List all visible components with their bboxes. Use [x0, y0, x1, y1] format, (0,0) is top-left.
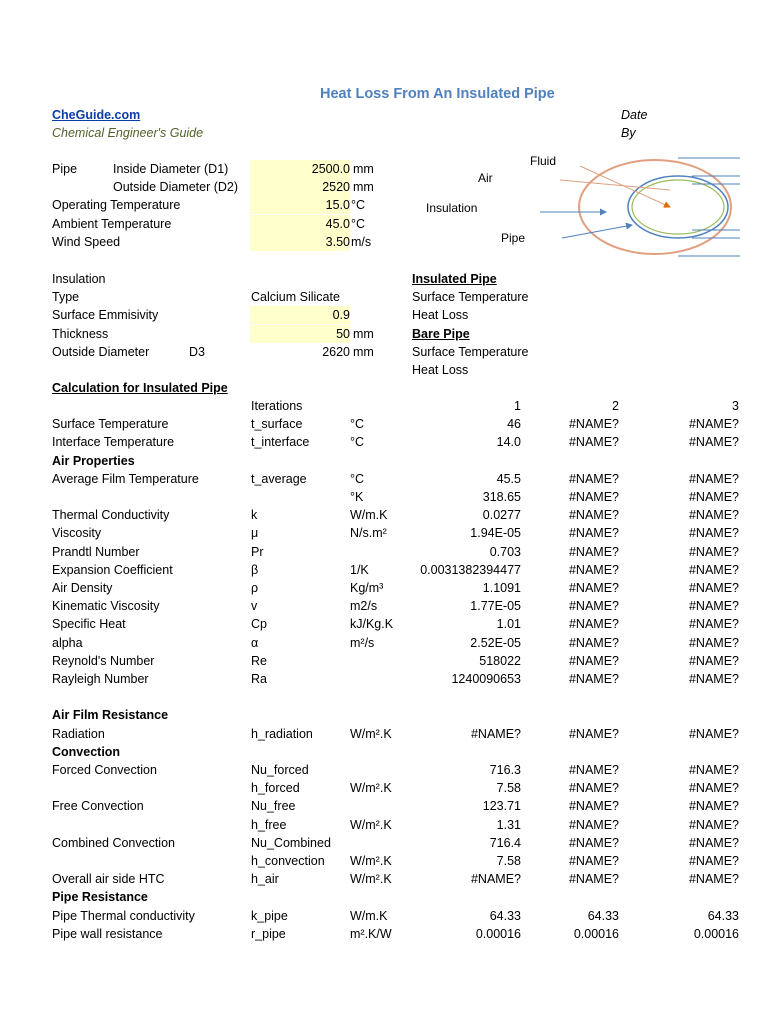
op-temp-unit: °C [351, 198, 366, 212]
row-symbol: β [251, 563, 259, 577]
row-symbol: h_air [251, 872, 279, 886]
row-iter1: 1.77E-05 [470, 599, 521, 613]
row-symbol: h_forced [251, 781, 300, 795]
row-label: Expansion Coefficient [52, 563, 173, 577]
d2-input[interactable]: 2520 [250, 178, 350, 196]
row-symbol: v [251, 599, 258, 613]
row-iter1 [400, 888, 521, 906]
row-iter3: #NAME? [688, 581, 739, 595]
row-iter2: 64.33 [587, 909, 619, 923]
row-label [52, 852, 247, 870]
row-label: Surface Temperature [52, 417, 169, 431]
row-label: Rayleigh Number [52, 672, 149, 686]
row-iter3 [640, 452, 739, 470]
row-symbol: h_radiation [251, 727, 313, 741]
emissivity-label: Surface Emmisivity [52, 308, 159, 322]
row-unit: 1/K [350, 563, 369, 577]
row-unit: W/m².K [350, 872, 392, 886]
thickness-input[interactable]: 50 [250, 325, 350, 343]
d2-unit: mm [353, 180, 374, 194]
row-iter1 [400, 452, 521, 470]
row-unit: W/m².K [350, 727, 392, 741]
row-unit: °C [350, 417, 365, 431]
row-iter2: #NAME? [568, 781, 619, 795]
row-symbol [251, 743, 346, 761]
row-iter1 [400, 743, 521, 761]
row-iter2: #NAME? [568, 435, 619, 449]
op-temp-input[interactable]: 15.0 [250, 196, 350, 214]
pipe-cross-section-drawing [540, 150, 740, 260]
row-iter3: #NAME? [688, 545, 739, 559]
insulated-surface-temp-label: Surface Temperature [412, 290, 529, 304]
row-iter1: 2.52E-05 [470, 636, 521, 650]
row-iter2 [520, 888, 619, 906]
row-unit: kJ/Kg.K [350, 617, 394, 631]
row-label: Forced Convection [52, 763, 157, 777]
row-label [52, 816, 247, 834]
row-iter3: #NAME? [688, 508, 739, 522]
row-symbol: k [251, 508, 258, 522]
d2-label: Outside Diameter (D2) [113, 180, 239, 194]
row-iter2: #NAME? [568, 581, 619, 595]
row-iter2 [520, 452, 619, 470]
row-symbol: α [251, 636, 259, 650]
pipe-outer-ring [628, 176, 728, 238]
row-iter3: #NAME? [688, 636, 739, 650]
date-label: Date [621, 108, 648, 122]
row-symbol: Ra [251, 672, 267, 686]
bare-surface-temp-label: Surface Temperature [412, 345, 529, 359]
wind-unit: m/s [351, 235, 372, 249]
row-iter3: #NAME? [688, 836, 739, 850]
row-iter3: #NAME? [688, 727, 739, 741]
row-iter1 [400, 688, 521, 706]
row-iter1: 1240090653 [451, 672, 521, 686]
row-unit: W/m.K [350, 508, 388, 522]
calc-header: Calculation for Insulated Pipe [52, 381, 228, 395]
row-unit: °K [350, 490, 364, 504]
row-label: Combined Convection [52, 836, 175, 850]
row-symbol: Nu_Combined [251, 836, 331, 850]
diagram-label-air: Air [478, 171, 493, 185]
od-label: Outside Diameter [52, 345, 150, 359]
row-iter1: 64.33 [489, 909, 521, 923]
row-iter1: 123.71 [482, 799, 521, 813]
row-iter2: #NAME? [568, 472, 619, 486]
row-iter1: 0.00016 [475, 927, 521, 941]
thickness-label: Thickness [52, 327, 109, 341]
row-iter1: 1 [514, 399, 521, 413]
row-unit: N/s.m² [350, 526, 387, 540]
row-label: Viscosity [52, 526, 102, 540]
row-symbol: ρ [251, 581, 259, 595]
row-iter2: #NAME? [568, 490, 619, 504]
row-symbol [251, 706, 346, 724]
row-iter3: #NAME? [688, 854, 739, 868]
op-temp-label: Operating Temperature [52, 198, 181, 212]
row-iter1 [400, 706, 521, 724]
row-iter3: 3 [732, 399, 739, 413]
row-iter1: 0.0277 [482, 508, 521, 522]
row-iter1: 318.65 [482, 490, 521, 504]
row-iter2: #NAME? [568, 654, 619, 668]
row-iter3: #NAME? [688, 654, 739, 668]
row-iter3: #NAME? [688, 417, 739, 431]
row-iter1: 0.703 [489, 545, 521, 559]
row-symbol: k_pipe [251, 909, 288, 923]
row-label [52, 688, 247, 706]
row-iter2: #NAME? [568, 854, 619, 868]
row-iter2: #NAME? [568, 672, 619, 686]
by-label: By [621, 126, 636, 140]
row-iter3: #NAME? [688, 490, 739, 504]
insulation-outer-ring [579, 160, 731, 254]
thickness-unit: mm [353, 327, 374, 341]
amb-temp-input[interactable]: 45.0 [250, 215, 350, 233]
row-label: Prandtl Number [52, 545, 140, 559]
row-iter3: #NAME? [688, 526, 739, 540]
row-iter3: #NAME? [688, 472, 739, 486]
row-symbol: Nu_free [251, 799, 296, 813]
row-iter1: 45.5 [496, 472, 521, 486]
insulation-type-value[interactable]: Calcium Silicate [251, 290, 340, 304]
row-symbol [251, 488, 346, 506]
row-iter2: #NAME? [568, 617, 619, 631]
row-iter2: 2 [612, 399, 619, 413]
row-iter2: #NAME? [568, 599, 619, 613]
row-iter1: 1.94E-05 [470, 526, 521, 540]
amb-temp-unit: °C [351, 217, 366, 231]
d1-input[interactable]: 2500.0 [250, 160, 350, 178]
row-iter2: #NAME? [568, 836, 619, 850]
emissivity-input[interactable]: 0.9 [250, 306, 350, 324]
row-symbol: h_convection [251, 854, 325, 868]
row-label: Air Properties [52, 454, 135, 468]
row-iter3 [640, 706, 739, 724]
row-iter2: #NAME? [568, 563, 619, 577]
row-iter1: 7.58 [496, 781, 521, 795]
row-unit: m²/s [350, 636, 375, 650]
row-iter3: #NAME? [688, 763, 739, 777]
row-symbol: Nu_forced [251, 763, 309, 777]
row-label [52, 397, 247, 415]
row-unit: m2/s [350, 599, 378, 613]
row-iter1: 0.0031382394477 [420, 563, 521, 577]
row-iter2: #NAME? [568, 417, 619, 431]
pipe-label: Pipe [52, 162, 78, 176]
row-symbol: Iterations [251, 399, 303, 413]
row-label: Pipe Thermal conductivity [52, 909, 195, 923]
row-unit: W/m.K [350, 909, 388, 923]
row-iter3: #NAME? [688, 872, 739, 886]
wind-label: Wind Speed [52, 235, 121, 249]
row-iter2: #NAME? [568, 818, 619, 832]
row-symbol: μ [251, 526, 259, 540]
row-iter1: 716.4 [489, 836, 521, 850]
row-symbol: t_interface [251, 435, 310, 449]
row-label: Interface Temperature [52, 435, 175, 449]
row-iter1: 7.58 [496, 854, 521, 868]
row-symbol: t_average [251, 472, 307, 486]
insulated-pipe-header: Insulated Pipe [412, 272, 497, 286]
row-iter1: #NAME? [470, 872, 521, 886]
row-symbol: r_pipe [251, 927, 286, 941]
amb-temp-label: Ambient Temperature [52, 217, 172, 231]
row-iter3: #NAME? [688, 818, 739, 832]
row-iter1: 1.01 [496, 617, 521, 631]
row-iter3 [640, 743, 739, 761]
insulation-type-label: Type [52, 290, 80, 304]
row-label: Air Density [52, 581, 113, 595]
row-symbol [251, 452, 346, 470]
row-unit: °C [350, 472, 365, 486]
row-iter3: 64.33 [707, 909, 739, 923]
row-iter1: 14.0 [496, 435, 521, 449]
row-iter3: #NAME? [688, 563, 739, 577]
diagram-label-insulation: Insulation [426, 201, 478, 215]
row-iter1: 46 [507, 417, 521, 431]
bare-heat-loss-label: Heat Loss [412, 363, 469, 377]
bare-pipe-header: Bare Pipe [412, 327, 470, 341]
row-iter2: #NAME? [568, 763, 619, 777]
row-symbol: Cp [251, 617, 267, 631]
row-iter3: #NAME? [688, 599, 739, 613]
row-iter2 [520, 743, 619, 761]
row-iter3 [640, 688, 739, 706]
row-label: Free Convection [52, 799, 144, 813]
row-unit: W/m².K [350, 781, 392, 795]
diagram-label-pipe: Pipe [501, 231, 526, 245]
row-iter3 [640, 888, 739, 906]
d1-label: Inside Diameter (D1) [113, 162, 229, 176]
od-sub-label: D3 [189, 345, 205, 359]
row-iter3: 0.00016 [693, 927, 739, 941]
row-unit: W/m².K [350, 818, 392, 832]
page-title: Heat Loss From An Insulated Pipe [320, 86, 555, 102]
row-label: Pipe Resistance [52, 890, 148, 904]
insulation-section-label: Insulation [52, 272, 106, 286]
row-iter3: #NAME? [688, 617, 739, 631]
row-iter2: #NAME? [568, 545, 619, 559]
row-iter1: 1.31 [496, 818, 521, 832]
row-iter2: 0.00016 [573, 927, 619, 941]
row-iter2 [520, 706, 619, 724]
row-iter3: #NAME? [688, 672, 739, 686]
od-value: 2620 [322, 345, 350, 359]
row-iter2: #NAME? [568, 508, 619, 522]
row-iter2: #NAME? [568, 526, 619, 540]
row-symbol: h_free [251, 818, 287, 832]
row-iter2: #NAME? [568, 872, 619, 886]
row-iter3: #NAME? [688, 435, 739, 449]
row-label [52, 488, 247, 506]
row-label: Air Film Resistance [52, 708, 169, 722]
site-tagline: Chemical Engineer's Guide [52, 126, 204, 140]
row-unit: W/m².K [350, 854, 392, 868]
od-unit: mm [353, 345, 374, 359]
row-unit: Kg/m³ [350, 581, 384, 595]
row-iter2: #NAME? [568, 727, 619, 741]
row-symbol: Re [251, 654, 267, 668]
row-label: Kinematic Viscosity [52, 599, 160, 613]
row-iter1: 716.3 [489, 763, 521, 777]
row-label: Pipe wall resistance [52, 927, 163, 941]
row-label: Convection [52, 745, 121, 759]
row-label [52, 779, 247, 797]
row-unit: °C [350, 435, 365, 449]
row-symbol [251, 688, 346, 706]
row-iter1: 518022 [479, 654, 521, 668]
d1-unit: mm [353, 162, 374, 176]
row-label: Average Film Temperature [52, 472, 199, 486]
row-symbol: t_surface [251, 417, 303, 431]
row-iter3: #NAME? [688, 781, 739, 795]
row-label: Radiation [52, 727, 105, 741]
row-label: Specific Heat [52, 617, 126, 631]
row-iter2: #NAME? [568, 799, 619, 813]
row-label: Overall air side HTC [52, 872, 165, 886]
diagram-label-fluid: Fluid [530, 154, 557, 168]
row-label: alpha [52, 636, 83, 650]
row-iter3: #NAME? [688, 799, 739, 813]
row-label: Reynold's Number [52, 654, 155, 668]
row-symbol: Pr [251, 545, 264, 559]
insulated-heat-loss-label: Heat Loss [412, 308, 469, 322]
row-unit: m².K/W [350, 927, 392, 941]
row-iter2 [520, 688, 619, 706]
row-label: Thermal Conductivity [52, 508, 170, 522]
site-link[interactable]: CheGuide.com [52, 108, 141, 122]
row-symbol [251, 888, 346, 906]
row-iter1: #NAME? [470, 727, 521, 741]
row-iter2: #NAME? [568, 636, 619, 650]
row-iter1: 1.1091 [482, 581, 521, 595]
wind-input[interactable]: 3.50 [250, 233, 350, 251]
